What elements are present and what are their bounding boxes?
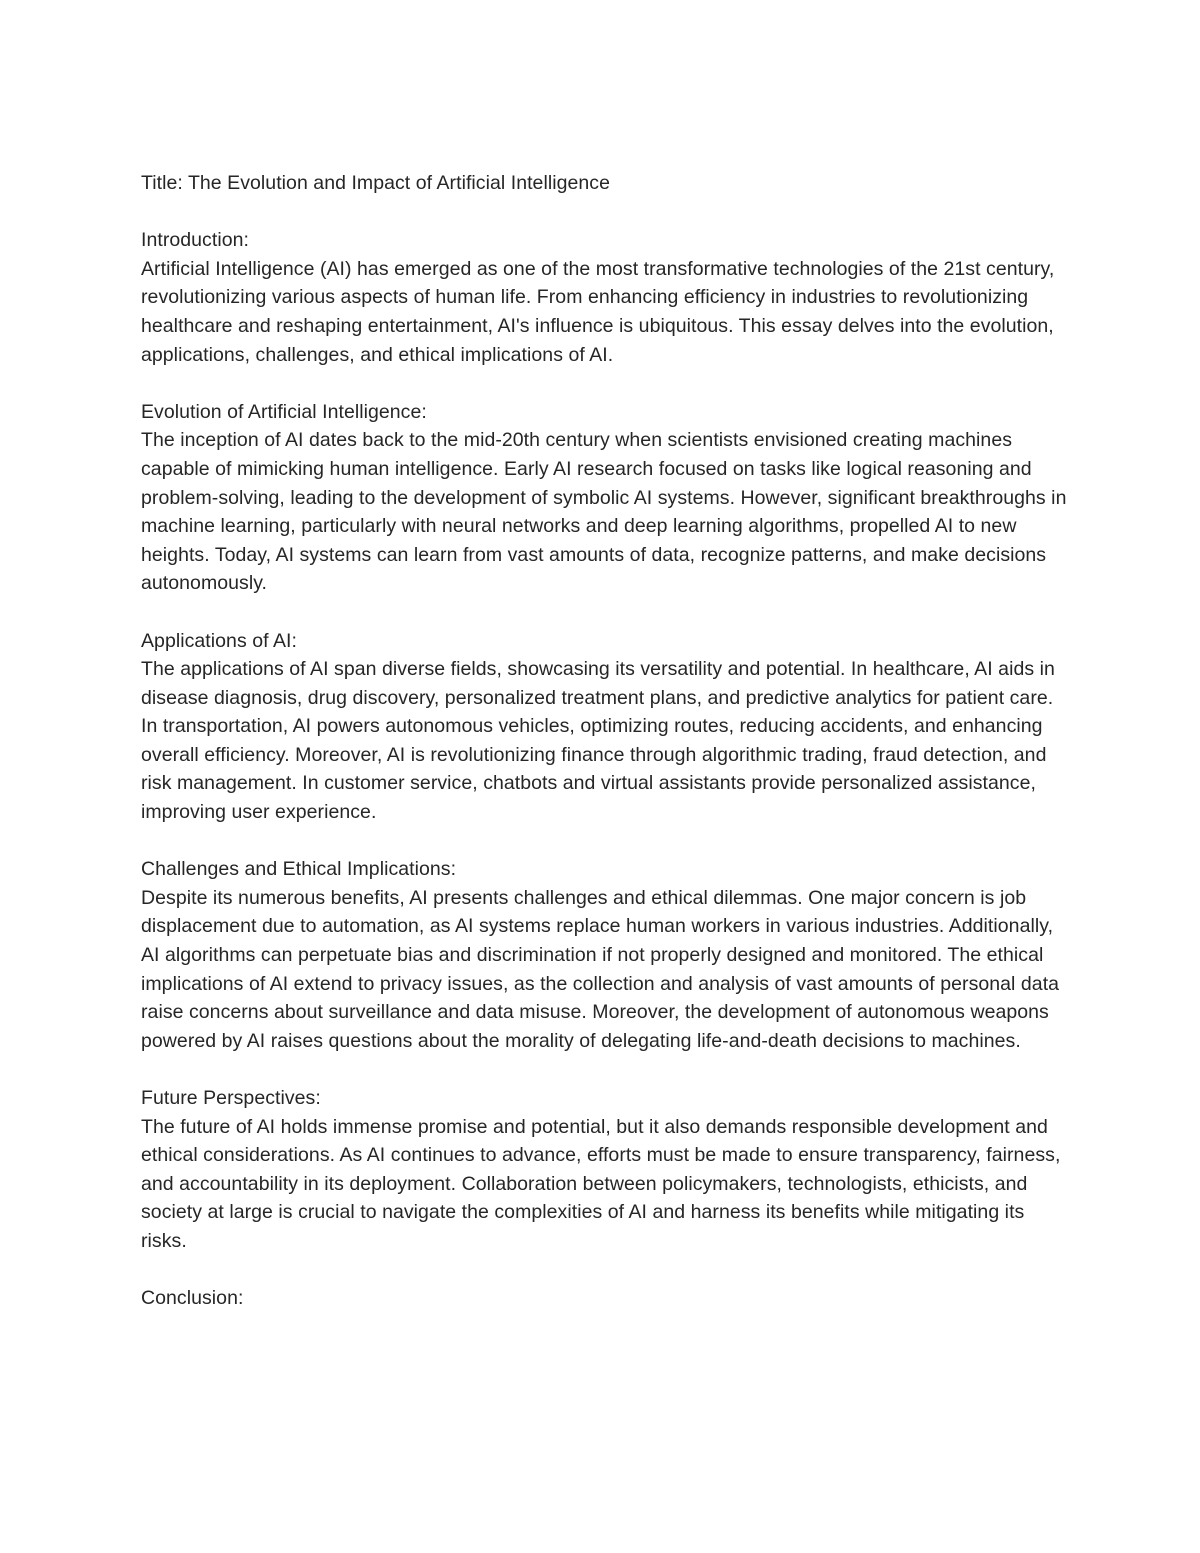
section-heading: Applications of AI: — [141, 629, 297, 652]
section-paragraph: Artificial Intelligence (AI) has emerged as one of the most transformative technologies of the 21st century, revolutionizing various aspects of human life. From enhancing efficiency in industries to revolutionizing healthcare and reshaping entertainment, AI's influence is ubiquitous. This essay delves into the evolution, applications, challenges, and ethical implications of AI. — [141, 257, 1055, 366]
section-heading: Future Perspectives: — [141, 1087, 321, 1109]
section-heading: Conclusion: — [141, 1287, 244, 1310]
section-paragraph: The applications of AI span diverse fields, showcasing its versatility and potential. In healthcare, AI aids in disease diagnosis, drug discovery, personalized treatment plans, and predictive analytics for patient care. In transportation, AI powers autonomous vehicles, optimizing routes, reducing accidents, and enhancing overall efficiency. Moreover, AI is revolutionizing finance through algorithmic trading, fraud detection, and risk management. In customer service, chatbots and virtual assistants provide personalized assistance, improving user experience. — [141, 658, 1055, 824]
section-future — [141, 1084, 1071, 1256]
section-heading: Evolution of Artificial Intelligence: — [141, 400, 427, 423]
section-heading: Introduction: — [141, 229, 249, 252]
document-title: Title: The Evolution and Impact of Artificial Intelligence — [141, 172, 610, 194]
section-introduction — [141, 226, 1071, 369]
section-heading: Challenges and Ethical Implications: — [141, 858, 457, 881]
section-paragraph: The future of AI holds immense promise and potential, but it also demands responsible development and ethical considerations. As AI continues to advance, efforts must be made to ensure transparency, fairness, and accountability in its deployment. Collaboration between policymakers, technologists, ethicists, and society at large is crucial to navigate the complexities of AI and harness its benefits while mitigating its risks. — [141, 1115, 1061, 1252]
section-paragraph: Despite its numerous benefits, AI presents challenges and ethical dilemmas. One major concern is job displacement due to automation, as AI systems replace human workers in various industries. Additionally, AI algorithms can perpetuate bias and discrimination if not properly designed and monitored. The ethical implications of AI extend to privacy issues, as the collection and analysis of vast amounts of personal data raise concerns about surveillance and data misuse. Moreover, the development of autonomous weapons powered by AI raises questions about the morality of delegating life-and-death decisions to machines. — [141, 886, 1060, 1052]
section-evolution — [141, 398, 1071, 598]
section-challenges — [141, 855, 1071, 1055]
section-conclusion — [141, 1284, 1071, 1313]
document-page — [141, 169, 1071, 1313]
section-applications — [141, 627, 1071, 827]
section-paragraph: The inception of AI dates back to the mid-20th century when scientists envisioned creating machines capable of mimicking human intelligence. Early AI research focused on tasks like logical reasoning and problem-solving, leading to the development of symbolic AI systems. However, significant breakthroughs in machine learning, particularly with neural networks and deep learning algorithms, propelled AI to new heights. Today, AI systems can learn from vast amounts of data, recognize patterns, and make decisions autonomously. — [141, 429, 1067, 595]
